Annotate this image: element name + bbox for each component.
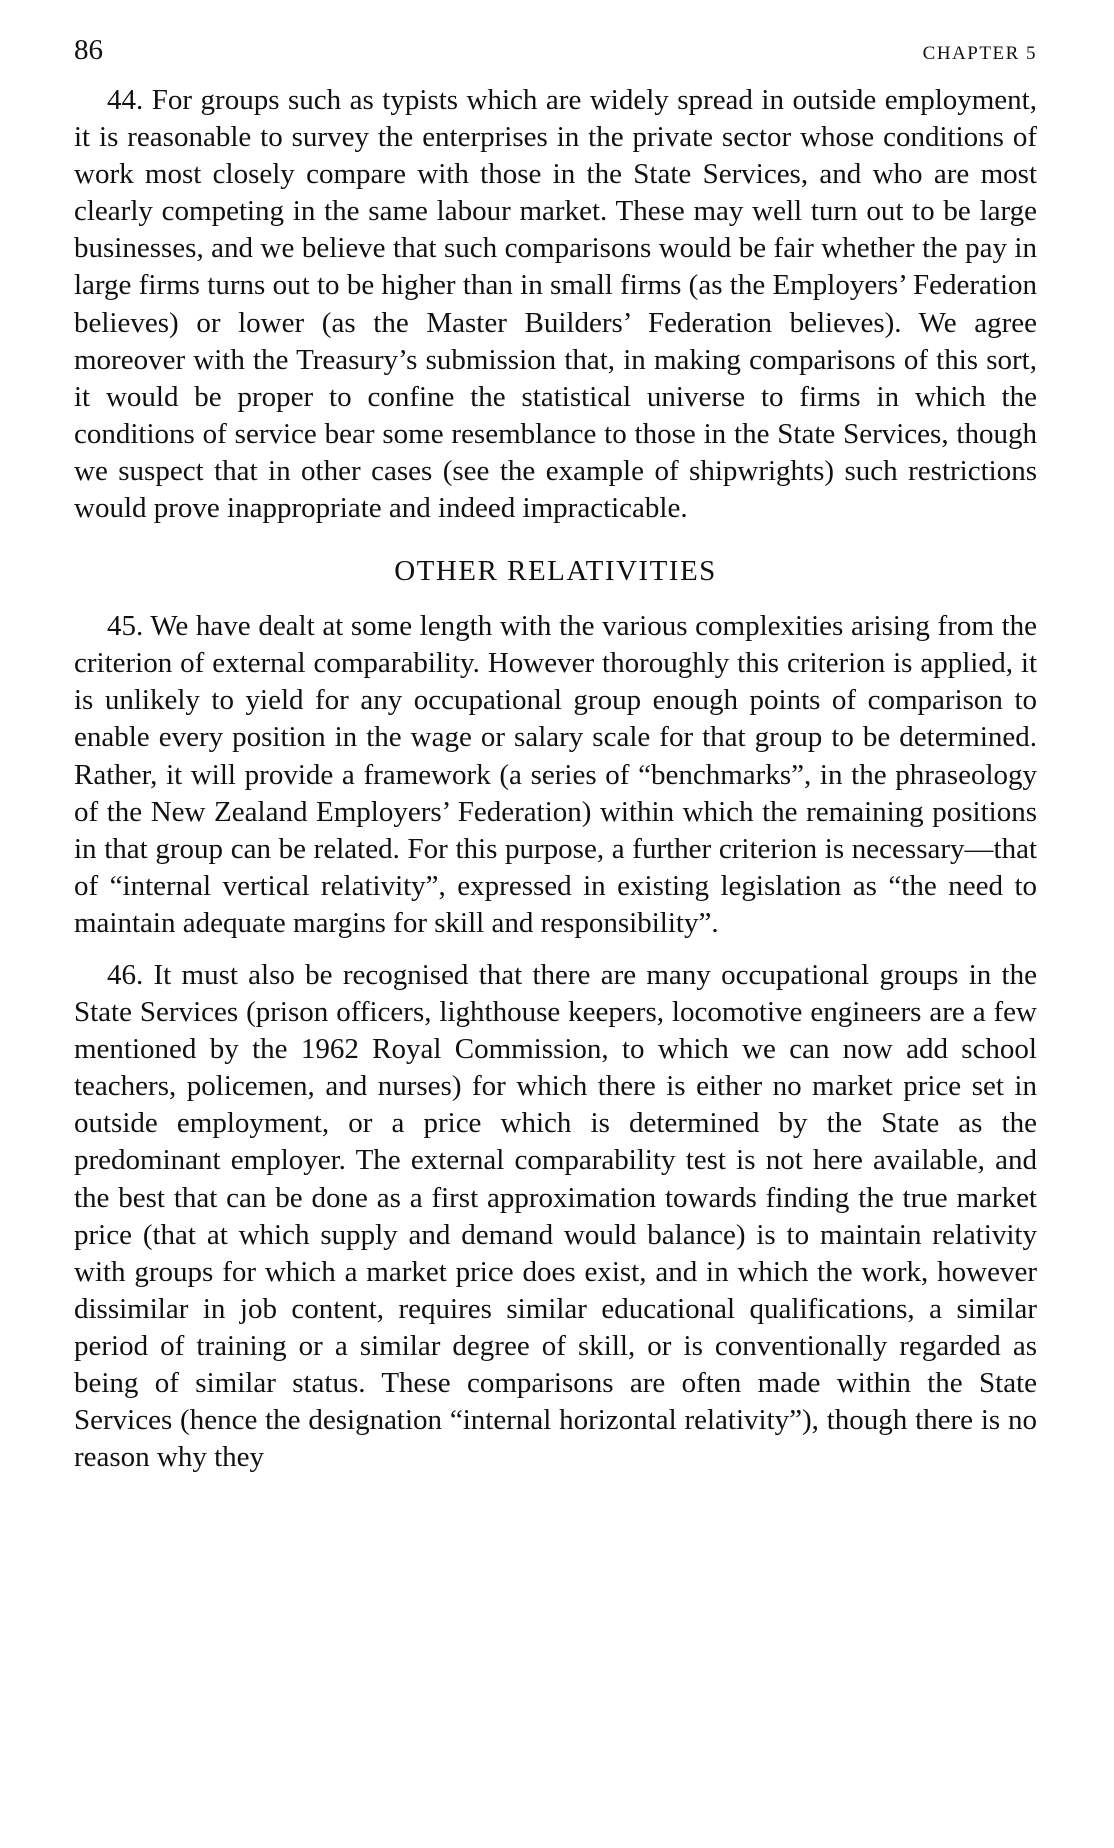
- paragraph-46: 46. It must also be recognised that there are many occupational groups in the State Services (prison officers, lighthouse keepers, locomotive engineers are a few mentioned by the 1962 Royal Commission, to which we can now add school teachers, policemen, and nurses) for which there is either no market price set in outside employment, or a price which is determined by the State as the predominant employer. The external comparability test is not here available, and the best that can be done as a first approximation towards finding the true market price (that at which supply and demand would balance) is to maintain relativity with groups for which a market price does exist, and in which the work, however dissimilar in job content, requires similar educational qualifications, a similar period of training or a similar degree of skill, or is conventionally regarded as being of similar status. These comparisons are often made within the State Services (hence the designation “internal horizontal relativity”), though there is no reason why they: [74, 958, 1037, 1474]
- paragraph-45: 45. We have dealt at some length with the various complexities arising from the criterion of external comparability. However thoroughly this criterion is applied, it is unlikely to yield for any occupational group enough points of comparison to enable every position in the wage or salary scale for that group to be determined. Rather, it will provide a framework (a series of “benchmarks”, in the phraseology of the New Zealand Employers’ Federation) within which the remaining positions in that group can be related. For this purpose, a further criterion is necessary—that of “internal vertical relativity”, expressed in existing legislation as “the need to maintain adequate margins for skill and responsibility”.: [74, 610, 1037, 939]
- document-page: [74, 34, 1037, 1491]
- page-number: 86: [74, 34, 103, 66]
- section-heading: OTHER RELATIVITIES: [394, 555, 717, 588]
- paragraph-44: 44. For groups such as typists which are widely spread in outside employment, it is reasonable to survey the enterprises in the private sector whose conditions of work most closely compare with those in the State Services, and who are most clearly competing in the same labour market. These may well turn out to be large businesses, and we believe that such comparisons would be fair whether the pay in large firms turns out to be higher than in small firms (as the Employers’ Federation believes) or lower (as the Master Builders’ Federation believes). We agree moreover with the Treasury’s submission that, in making comparisons of this sort, it would be proper to confine the statistical universe to firms in which the conditions of service bear some resemblance to those in the State Services, though we suspect that in other cases (see the example of shipwrights) such restrictions would prove inappropriate and indeed impracticable.: [74, 84, 1037, 525]
- chapter-label: CHAPTER 5: [922, 43, 1037, 64]
- running-header: [74, 34, 1037, 82]
